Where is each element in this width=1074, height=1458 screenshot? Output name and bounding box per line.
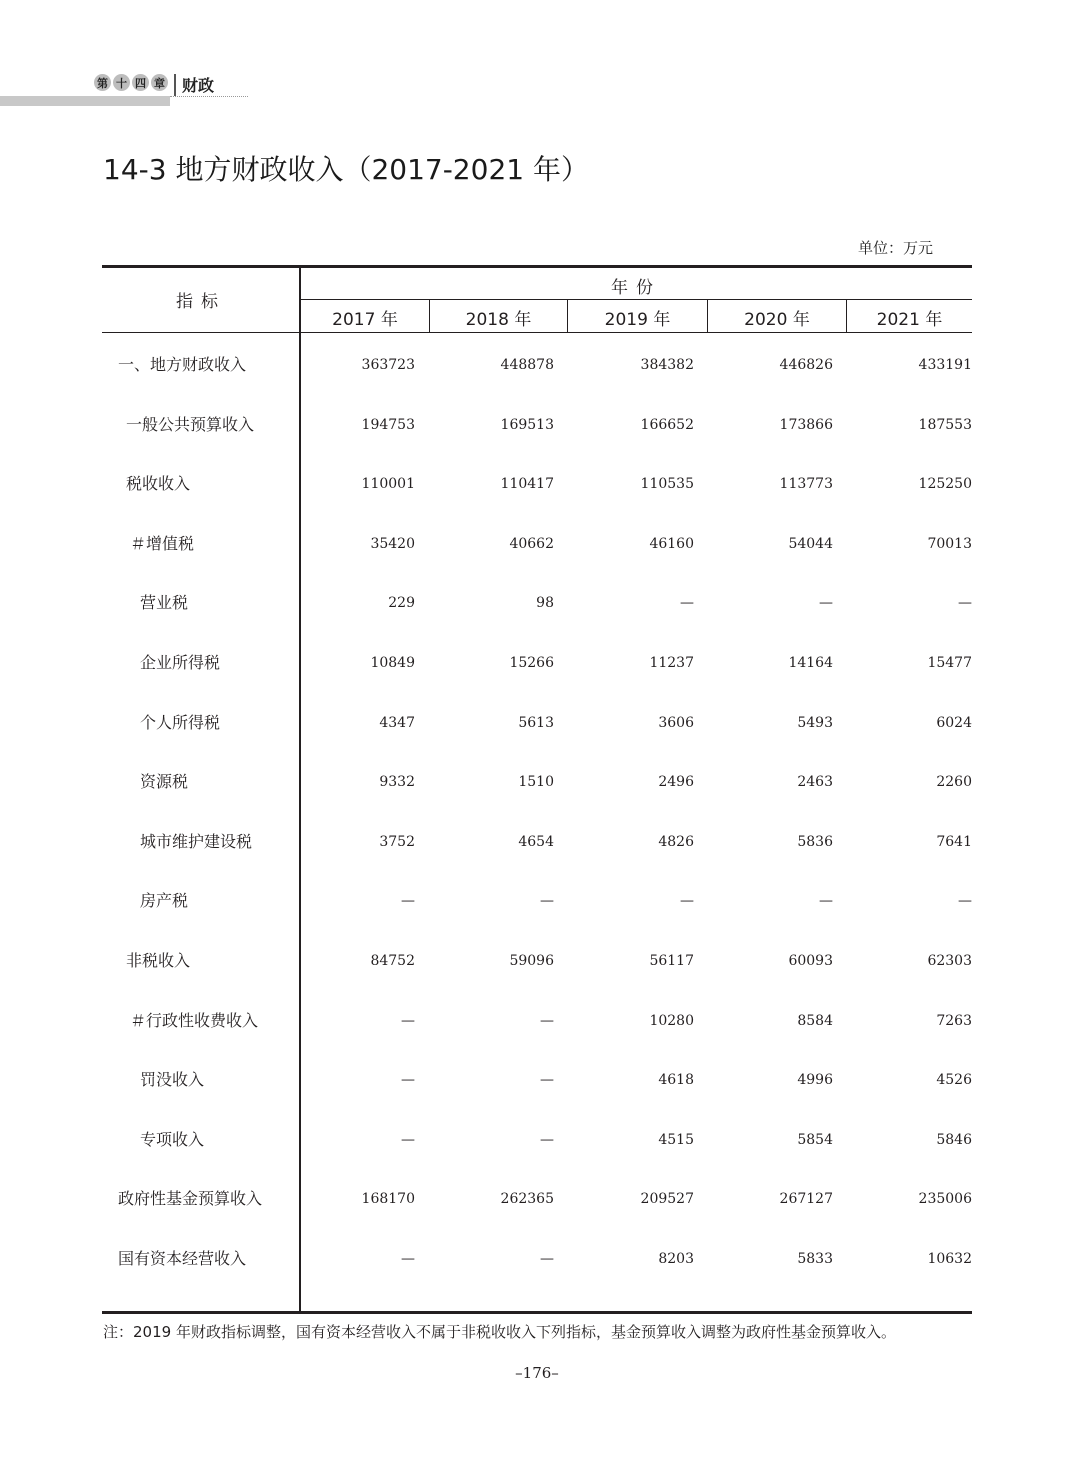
- header-separator: [174, 74, 176, 96]
- table-cell: 384382: [640, 357, 694, 373]
- table-cell: 6024: [936, 714, 972, 731]
- table-cell: 110001: [361, 476, 415, 493]
- table-row: [102, 1244, 972, 1274]
- row-label: 税收收入: [126, 474, 191, 494]
- table-cell: 433191: [918, 357, 972, 373]
- table-cell: 8203: [658, 1251, 694, 1267]
- table-cell: 446826: [779, 357, 833, 373]
- table-cell: —: [958, 893, 972, 910]
- table-row: [102, 410, 972, 440]
- year-column-header: 2021 年: [876, 310, 943, 330]
- table-cell: 40662: [509, 535, 554, 552]
- table-cell: 4826: [658, 833, 694, 850]
- row-label: 罚没收入: [140, 1070, 205, 1090]
- table-cell: 166652: [640, 416, 694, 433]
- table-cell: —: [401, 1251, 415, 1267]
- table-row: [102, 1184, 972, 1214]
- table-cell: 169513: [500, 416, 554, 433]
- table-cell: —: [540, 893, 554, 910]
- year-header: 年份: [611, 278, 661, 298]
- table-cell: 194753: [361, 416, 415, 433]
- table-cell: 2463: [797, 774, 833, 791]
- table-cell: —: [680, 595, 694, 612]
- table-row: [102, 469, 972, 499]
- table-cell: —: [958, 595, 972, 612]
- table-cell: 4654: [518, 833, 554, 850]
- table-cell: 5613: [518, 714, 554, 731]
- table-cell: 59096: [509, 953, 554, 969]
- table-cell: 7263: [936, 1012, 972, 1029]
- table-row: [102, 350, 972, 380]
- table-cell: 2496: [658, 774, 694, 791]
- table-cell: 54044: [788, 535, 833, 552]
- table-cell: 15477: [927, 655, 972, 671]
- year-column-header: 2019 年: [604, 310, 671, 330]
- table-row: [102, 708, 972, 738]
- row-label: 专项收入: [140, 1129, 205, 1149]
- row-label: ＃行政性收费收入: [130, 1010, 259, 1030]
- row-label: ＃增值税: [130, 533, 195, 553]
- table-cell: —: [819, 893, 833, 910]
- table-cell: 98: [536, 595, 554, 612]
- row-label: 企业所得税: [140, 653, 221, 672]
- unit-label: 单位：万元: [858, 239, 934, 257]
- table-cell: 1510: [518, 774, 554, 791]
- table-row: [102, 946, 972, 976]
- table-cell: 267127: [779, 1191, 833, 1208]
- table-row: [102, 827, 972, 857]
- table-cell: 229: [388, 595, 415, 612]
- table-cell: 15266: [509, 655, 554, 671]
- table-cell: 10849: [370, 655, 415, 671]
- table-cell: 4618: [658, 1072, 694, 1089]
- table-cell: 7641: [936, 833, 972, 850]
- table-cell: 62303: [927, 953, 972, 969]
- row-label: 个人所得税: [140, 712, 221, 732]
- table-cell: —: [680, 893, 694, 910]
- table-cell: 5846: [936, 1131, 972, 1148]
- table-cell: 3752: [379, 833, 415, 850]
- page-number: –176–: [515, 1364, 559, 1382]
- table-cell: —: [540, 1012, 554, 1029]
- header-bottom-rule: [102, 332, 972, 333]
- table-cell: 14164: [788, 655, 833, 671]
- year-header-rule: [300, 299, 972, 300]
- chapter-char: 十: [113, 74, 130, 91]
- table-cell: 56117: [649, 953, 694, 969]
- chapter-char: 四: [132, 74, 149, 91]
- table-cell: 4526: [936, 1072, 972, 1089]
- table-cell: 8584: [797, 1012, 833, 1029]
- table-cell: 35420: [370, 535, 415, 552]
- table-cell: 2260: [936, 774, 972, 791]
- row-label: 一、地方财政收入: [118, 355, 247, 374]
- table-bottom-rule: [102, 1311, 972, 1314]
- table-cell: 262365: [500, 1191, 554, 1208]
- row-label: 房产税: [140, 891, 189, 911]
- table-cell: 235006: [918, 1191, 972, 1208]
- table-cell: 70013: [927, 535, 972, 552]
- table-cell: 4347: [379, 714, 415, 731]
- table-cell: 187553: [918, 416, 972, 433]
- table-row: [102, 648, 972, 678]
- table-cell: 173866: [779, 416, 833, 433]
- table-cell: 125250: [918, 476, 972, 493]
- table-cell: 448878: [500, 357, 554, 373]
- table-cell: 10632: [927, 1251, 972, 1267]
- page-title: 14-3 地方财政收入（2017-2021 年）: [103, 153, 589, 186]
- table-cell: 10280: [649, 1012, 694, 1029]
- data-table: [102, 265, 972, 1315]
- table-cell: 4515: [658, 1131, 694, 1148]
- table-cell: 84752: [370, 953, 415, 969]
- table-row: [102, 529, 972, 559]
- table-cell: 110535: [640, 476, 694, 493]
- table-row: [102, 1065, 972, 1095]
- table-cell: 4996: [797, 1072, 833, 1089]
- table-row: [102, 886, 972, 916]
- table-cell: —: [401, 893, 415, 910]
- indicator-header: 指标: [176, 292, 226, 312]
- year-column-header: 2017 年: [332, 310, 398, 330]
- row-label: 国有资本经营收入: [118, 1249, 247, 1268]
- table-cell: 46160: [649, 535, 694, 552]
- table-cell: —: [401, 1131, 415, 1148]
- table-cell: 363723: [361, 357, 415, 373]
- table-cell: 5836: [797, 833, 833, 850]
- table-cell: 11237: [649, 655, 694, 671]
- table-cell: 168170: [361, 1191, 415, 1208]
- table-row: [102, 767, 972, 797]
- table-cell: 5833: [797, 1251, 833, 1267]
- table-cell: —: [401, 1072, 415, 1089]
- table-cell: 5854: [797, 1131, 833, 1148]
- table-cell: —: [540, 1131, 554, 1148]
- table-row: [102, 1006, 972, 1036]
- table-row: [102, 1125, 972, 1155]
- chapter-char: 第: [94, 74, 111, 91]
- year-column-header: 2020 年: [744, 310, 810, 330]
- table-cell: —: [540, 1251, 554, 1267]
- row-label: 城市维护建设税: [140, 831, 253, 851]
- chapter-name: 财政: [182, 76, 215, 95]
- table-cell: —: [819, 595, 833, 612]
- table-cell: 110417: [500, 476, 554, 493]
- table-cell: 209527: [640, 1191, 694, 1208]
- header-bar: [0, 96, 170, 106]
- table-cell: —: [540, 1072, 554, 1089]
- footnote: 注：2019 年财政指标调整，国有资本经营收入不属于非税收收入下列指标，基金预算收入调整为政府性基金预算收入。: [103, 1323, 896, 1341]
- table-cell: 3606: [658, 714, 694, 731]
- table-cell: 9332: [379, 774, 415, 791]
- table-cell: 60093: [788, 953, 833, 969]
- table-top-rule: [102, 265, 972, 268]
- row-label: 非税收入: [126, 951, 191, 970]
- chapter-label: [94, 74, 168, 91]
- row-label: 政府性基金预算收入: [118, 1189, 263, 1209]
- table-cell: 113773: [779, 476, 833, 493]
- row-label: 营业税: [140, 593, 189, 613]
- row-label: 资源税: [140, 772, 189, 792]
- table-cell: 5493: [797, 714, 833, 731]
- header-dotted-line: [170, 96, 248, 97]
- table-cell: —: [401, 1012, 415, 1029]
- year-column-header: 2018 年: [465, 310, 532, 330]
- table-row: [102, 588, 972, 618]
- chapter-char: 章: [151, 74, 168, 91]
- row-label: 一般公共预算收入: [126, 414, 255, 434]
